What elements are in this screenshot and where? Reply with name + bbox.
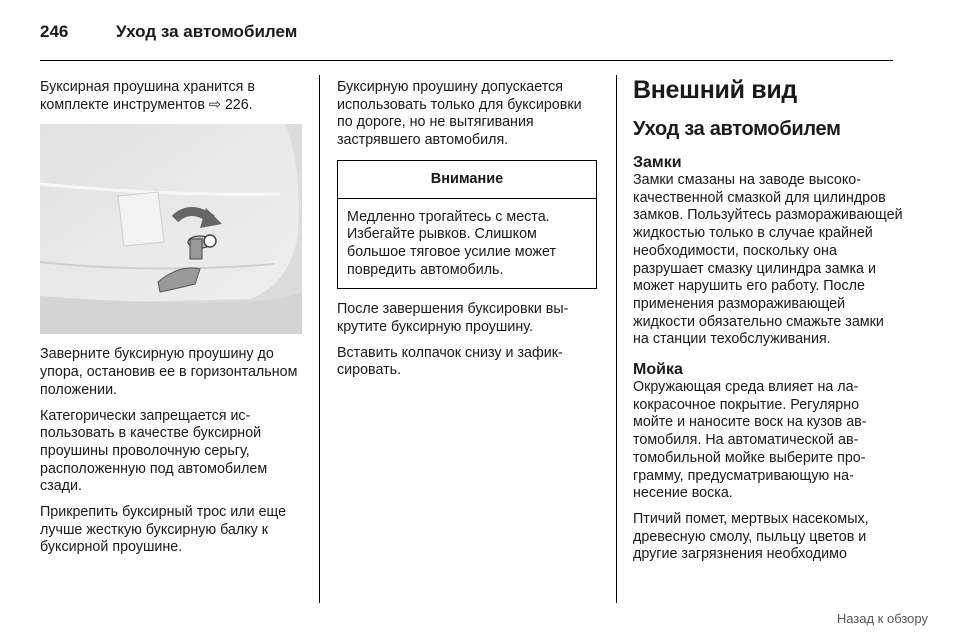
cap-instruction: Вставить колпачок снизу и зафиксировать.: [337, 344, 563, 379]
page-number: 246: [40, 22, 69, 41]
locks-text: Замки смазаны на заводе высококачественной смазкой для цилиндров замков. Пользуйтесь размораживающей жидкостью только в случае крайней необходимости, поскольку она разрушает смазку цилиндра замка и может нарушить его работу. После применения размораживающей жидкости обязательно смажьте замки на станции техобслуживания.: [633, 172, 903, 348]
tow-eye-storage-text: Буксирная проушина хранится в комплекте инструментов ⇨ 226.: [40, 79, 255, 113]
wash-text: Окружающая среда влияет на лакокрасочное покрытие. Регулярно мойте и наносите воск на кузов автомобиля. На автоматической автомобильной мойке выберите программу, предусматривающую нанесение воска.: [633, 379, 867, 502]
attach-rope-text: Прикрепить буксирный трос или еще лучше жесткую буксирную балку к буксирной проушине.: [40, 504, 287, 556]
column-divider: [616, 75, 617, 603]
warning-title: Внимание: [338, 161, 596, 199]
wash-text-continued: Птичий помет, мертвых насекомых, древесную смолу, пыльцу цветов и другие загрязнения необходимо: [633, 510, 869, 563]
column-divider: [319, 75, 320, 603]
column-2: [337, 79, 599, 388]
locks-heading: Замки: [633, 154, 682, 171]
header-rule: [40, 60, 893, 61]
subsection-heading: Уход за автомобилем: [633, 118, 841, 140]
screw-in-instruction: Заверните буксирную проушину до упора, остановив ее в горизонтальном положении.: [40, 346, 298, 398]
back-to-overview-link[interactable]: Назад к обзору: [836, 611, 928, 626]
wash-heading: Мойка: [633, 361, 683, 379]
tow-eye-illustration: [40, 124, 302, 334]
warning-box: [337, 160, 597, 290]
section-heading: Внешний вид: [633, 76, 797, 104]
column-1: [40, 79, 310, 565]
towing-usage-text: Буксирную проушину допускается использовать только для буксировки по дороге, но не вытягивания застрявшего автомобиля.: [337, 79, 582, 149]
warning-body: Медленно трогайтесь с места. Избегайте рывков. Слишком большое тяговое усилие может повредить автомобиль.: [347, 208, 556, 278]
unscrew-instruction: После завершения буксировки выкрутите буксирную проушину.: [337, 301, 569, 336]
page-header-title: Уход за автомобилем: [116, 22, 298, 41]
prohibition-text: Категорически запрещается использовать в качестве буксирной проушины проволочную серьгу, расположенную под автомобилем сзади.: [40, 407, 268, 495]
column-3: [633, 75, 903, 572]
